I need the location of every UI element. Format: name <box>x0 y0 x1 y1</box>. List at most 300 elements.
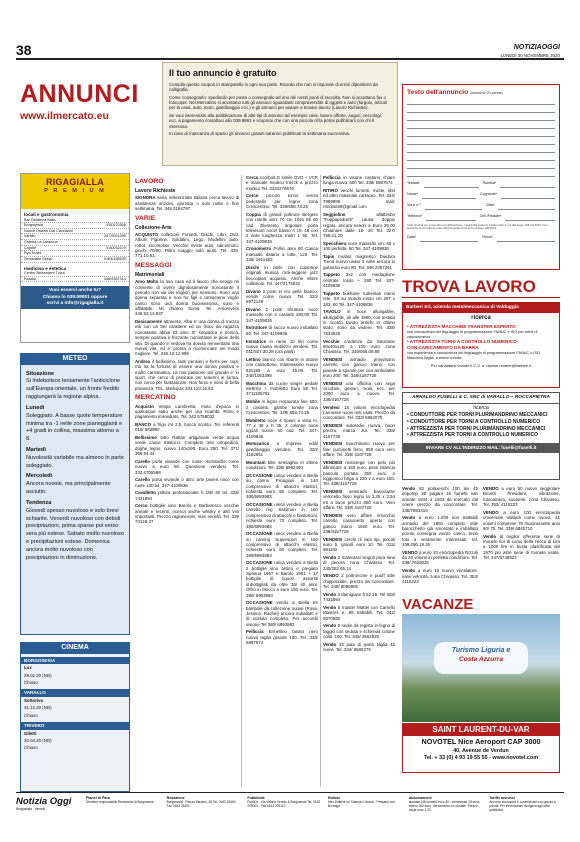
field-label: Via e n°* <box>407 203 421 208</box>
classified-ad-text: allattimbo "Foppapedretti" causa doppio regalo, ancora vendo a Euro 35,00 Chiamare dalle 18- 20 Tel. 327/ 768.21.20 <box>323 211 395 239</box>
cell-field[interactable] <box>505 214 555 221</box>
classified-ad <box>135 459 239 475</box>
rigagialla-footer-line: scrivi a info@rigagialla.it <box>46 300 104 306</box>
classified-ad-lead: Mobile <box>246 399 260 405</box>
classified-ad-lead: Amo Molto <box>135 279 159 285</box>
classified-ad <box>323 460 395 487</box>
classified-ad-lead: Vecchie <box>323 338 340 344</box>
classifieds-column-3 <box>323 175 395 655</box>
classified-ad-text: a euro 10 nuovo ventilatore, varie velocità, zona Chivasso. Tel. 353/ 4115223 <box>402 568 478 584</box>
classified-ad-lead: Mobiletto <box>246 417 266 423</box>
coupon-text-line[interactable] <box>407 169 555 177</box>
classified-ad <box>246 399 318 415</box>
colophon-heading: Redazione <box>166 796 185 800</box>
listing-row <box>21 277 129 283</box>
classified-ad-text: 2 posti sfruttura noce massello con 2 cassetti 180,00 Tel. 347-4109836 <box>246 307 318 323</box>
meteo-text: Si indebolisce lentamente l'anticiclone sull'Europa orientale, un fronte freddo raggiungerà la regione alpina. <box>26 378 121 401</box>
colophon-text: annuale (48 numeri) euro 30 - semestrale 19 euro; estero 160 euro. Versamento c/c postale. Prezzo copia euro 1.20. <box>408 800 480 813</box>
classified-ad-text: Vespa Lambretta, moto d'epoca in qualunque stato anche per uso ricambi. Ritiro e pagamento immediato. Tel. 342 5758032 <box>135 403 239 420</box>
classified-ad-text: bianco con sbarre in ottone con cassettone, materassino nuovo 82x155 a euro 45.00. Tel. 340/1053399 <box>246 356 318 379</box>
classified-ad <box>135 490 239 501</box>
classified-ad-text: a imprese edili/ giardinaggio vendesi. Tel. 320/ 4182951 <box>246 441 318 458</box>
classified-ad <box>246 531 318 558</box>
listing-phone: 0163/458535 <box>103 256 126 261</box>
classified-ad-text: a euro 10 enciclopedia Rizzoli da 20 volumi in perfetta condizioni. Tel. 338/ 7633026 <box>402 549 478 566</box>
classified-ad <box>402 568 478 584</box>
coupon-title <box>407 89 555 97</box>
classified-ad-text: noce massello cm. 60 x 100 perfetta. 50 Tel. 347-4109836 <box>323 241 395 252</box>
classified-ad-text: a euro 50 nuovo seggiolare Brondi President, vibrazione, fotocamera, suonerie, zona Chivasso. Tel. 353/ 4115223 <box>483 486 560 508</box>
listing-name: Varallo <box>24 234 36 239</box>
classified-ad-lead: VENDESI <box>323 422 343 428</box>
cinema-town: TRIVERO <box>21 722 129 730</box>
classified-ad-text: piccolo torcio senza pedestallo per legno zona Crescentino. Tel. 339/658.73.26 <box>246 193 318 210</box>
colophon-column <box>247 796 322 812</box>
classified-ad <box>323 441 395 457</box>
classified-ad-text: autoradio nuova, buon prezzo, marca JuI. Tel. 338/ 4167728 <box>323 422 395 439</box>
classified-ad-text: di grandi poltrone Bergere con rotelle anni 70 cm 102x 85 60 cad. Elemento angolare porta televisore noce/ basso h cm 48 con 2 ante lunghezza metri 1 60. Tel. 347-4109836 <box>246 211 318 244</box>
classified-ad-lead: VENDESI <box>323 536 343 542</box>
classified-ad-lead: Vendo <box>323 623 337 629</box>
listing-name: Rosaio <box>24 276 36 281</box>
masthead <box>500 44 560 58</box>
novotel-address: 40, Avenue de Verdun <box>453 747 509 754</box>
classified-ad <box>323 555 395 571</box>
classified-ad-lead: VENDO <box>323 573 339 579</box>
classified-ad <box>323 241 395 252</box>
annunci-url[interactable]: www.ilmercato.eu <box>20 110 109 122</box>
classified-ad-text: Pollici anni 80 Carica manuale datario a lotte, 120. Tel. 328/ 1611483 <box>246 246 318 263</box>
classified-ad <box>323 489 395 511</box>
classified-ad-text: 2 poltroncine e pouff stile chippendale, prezzo da concordare. Tel. 340/ 8086905 <box>323 573 395 590</box>
classified-ad-text: semirado bascularite verricello fisso legno la 3,35 x 2,54 mt a buon prezzo 650 euro. Vero affare. Tel. 338/ 4167728 <box>323 488 395 511</box>
classified-ad <box>135 279 239 317</box>
classified-ad-lead: Motocarico <box>246 441 270 447</box>
colophon-text: Direttore responsabile Redazione di Borgosesia <box>86 800 154 805</box>
colophon-heading: Planet di Para <box>86 796 110 800</box>
notice-paragraph: In caso di mancanza di spazio gli annunci gratuiti saranno pubblicati la settimana successiva. <box>169 130 351 136</box>
classified-ad <box>323 592 395 603</box>
meteo-day: Martedì <box>26 446 46 453</box>
meteo-day: Situazione <box>26 370 54 377</box>
colophon-column <box>86 796 161 812</box>
field-label: Firma* <box>482 234 493 239</box>
classified-ad <box>135 422 239 433</box>
colophon-heading: Tariffe annunci <box>489 796 515 800</box>
barberi-job-ad <box>402 302 560 388</box>
classified-ad-lead: Seggiolino <box>323 211 346 217</box>
classified-ad-text: macchinario nuovo per fare cuscinetti ferro, 850 euro vero affare. Tel. 338/ 4167728 <box>323 441 395 458</box>
rigagialla-footer-line: Vuoi essercì anche tu? <box>48 288 102 294</box>
classifieds-column-2 <box>246 175 318 648</box>
section-heading: VARIE <box>135 214 156 222</box>
novotel-ad <box>402 723 560 773</box>
classified-ad-lead: Dischi <box>246 264 260 270</box>
classified-ad-lead: OCCASIONE <box>246 600 273 606</box>
colophon-column <box>328 796 403 812</box>
classified-ad-lead: Tappeto <box>323 290 340 296</box>
classified-ad <box>246 418 318 440</box>
classified-ad <box>483 486 560 508</box>
classified-ad <box>323 381 395 403</box>
field-label: Cognome* <box>480 192 497 197</box>
cinema-entry: Chiuso <box>24 745 38 751</box>
coupon-title-text: Testo dell'annuncio <box>407 89 469 96</box>
barberi-contact[interactable]: Per candidarsi inviare il C.V. a: risorse.umane@barberi.it <box>430 362 532 368</box>
classified-ad <box>323 623 395 639</box>
classifieds-column-5 <box>483 486 560 563</box>
classified-ad-text: 15 paia di jeans taglia 42 nuovi. Tel. 334/ 8588279 <box>323 641 395 653</box>
vacanze-title: VACANZE <box>402 596 474 613</box>
classified-ad <box>246 339 318 355</box>
colophon-text: Annunci economici e commerciali con prezzo a parola. Per informazioni rivolgersi agli uffici pubblicità. <box>489 800 556 813</box>
novotel-name: NOVOTEL Nice Aeroport CAP 3000 <box>421 736 541 746</box>
colophon-heading: Abbonamenti <box>408 796 432 800</box>
rigagialla-ad[interactable] <box>20 173 130 343</box>
fuselli-head: ARNALDO FUSELLI & C. SNC di VARALLO – ROCCAPIETRA <box>403 393 559 404</box>
classified-ad <box>246 381 318 397</box>
classified-ad-text: letto Rattan artigianale verde acqua verde cause traslocci. Completo rete ortopedica, doghe legno, nuovo 140x190. Euro 250. Tel. 371/ 368.94.44 <box>135 434 239 457</box>
classified-ad-lead: ACQUISTO <box>135 231 159 237</box>
rigagialla-footer <box>21 286 129 309</box>
classified-ad-text: unica vendesi a Biella su carino Pisiogiovi in 140 comprensivo di attacchi elastici, richiesta euro 80 completo. Tel. 380/6993983 <box>246 472 318 500</box>
classified-ad <box>246 441 318 457</box>
classified-ad-text: pittura professionale h 190 40 tel. 328/ 7431894 <box>135 490 239 501</box>
listing-name: Serravalle Sesia <box>24 256 52 261</box>
classified-ad-lead: Pelliccia <box>246 629 264 635</box>
cognome-field[interactable] <box>501 192 555 199</box>
via-field[interactable] <box>425 203 482 210</box>
classified-ad <box>402 550 478 566</box>
rigagialla-listings <box>21 212 129 282</box>
classified-ad-text: al miglior offerente serie di monete fior di conio della zecca di Lira a 1000 lire in busta plastificata del 1970 più altre serie di monete usate. Tel. 347/5748822 <box>483 533 560 561</box>
classified-ad <box>246 502 318 529</box>
classified-ad <box>246 265 318 287</box>
classified-ad <box>323 291 395 307</box>
telefono-field[interactable] <box>426 214 476 221</box>
classified-ad <box>246 246 318 262</box>
barberi-line: • ATTREZZISTA MACCHINE TRANSFER ESPERTO <box>407 324 516 330</box>
classified-ad-text: bukhara- turkestan mersi rele. XX su stondo rosso cm 257 x 183. 60 Tel. 347-4109836 <box>323 290 395 307</box>
turismo-badge <box>434 642 528 674</box>
listing-row <box>21 257 129 263</box>
classified-ad <box>323 212 395 239</box>
classified-ad-lead: Decisamente <box>135 319 163 325</box>
classified-ad <box>135 232 239 259</box>
classified-ad-lead: OCCASIONE <box>246 560 273 566</box>
classified-ad-lead: Estruttore <box>246 325 267 331</box>
classified-ad-text: combo/LG simile DVD + VCR e manuale medico merck a prezzo modico Tel. 3334276676 <box>246 175 318 191</box>
classified-ad <box>135 477 239 488</box>
field-label: Testata* <box>407 181 420 186</box>
classified-ad-text: 2 posti in ero pelle bianco, vende come nuovo. Tel. 320/ 6972129 <box>246 288 318 305</box>
listing-phone: 0163/52379 <box>105 245 126 250</box>
fuselli-line: • ATTREZZISTA PER TORNI PLURIMANDRINO MECCANICI <box>407 425 546 432</box>
masthead-name: NOTIZIAOGGI <box>513 44 560 51</box>
classified-ad-text: vecchi fumetti, riviste, libri ed altro materiale cartaceo. Tel. 334/ 7989898 mail: ritirolari59@gmail.com <box>323 188 395 210</box>
turismo-photo <box>402 614 560 722</box>
classified-ad-text: vero affare rimorchio carrello cassonetto aperto con gancio traino 1500 euro. Tel. 338/4167728 <box>323 512 395 534</box>
listing-phone: 346/9387314 <box>103 276 126 281</box>
classified-ad-text: a euro 1.200 non trattabili armadio del 1800 completo stile barocchetto già smontato e imballato pronto consegna vostro carico. Invio foto a veramente interessati. tel. 338.296.18.26 <box>402 515 478 548</box>
coupon-text-line[interactable] <box>407 129 555 137</box>
classified-ad-text: vendo a Biella tre bambole da collezione nuove (Rosa, Jessica, Rachel) ancora imballate e di scatola completa. Per accordi/ visione Tel 380/ 6993983 <box>246 600 318 627</box>
classified-ad-lead: Vendo <box>323 554 337 560</box>
classified-ad-text: 5 master Mattel con Carrello Masters e. 85 trattabili. Tel. 342/ 0570590 <box>323 604 395 621</box>
colophon-heading: Pubblicità <box>247 796 265 800</box>
coupon-text-line[interactable] <box>407 137 555 145</box>
classified-ad-lead: Mountain <box>246 459 266 465</box>
classified-ad <box>323 272 395 288</box>
classified-ad-text: 82 polaxeschi 100 lex 45 dopomp 30 pagani 15 fumetti vari annate 1934 a 1933 da mercato dal oriere prezzo da concordare. Tel. 338/7893419 <box>402 486 478 513</box>
meteo-day: Mercoledì <box>26 473 53 480</box>
classified-ad-text: seria referenziata italiana cerca lavoro di assistenza anziani, giornata o solo notte e fine settimana. Tel. 345.0184797 <box>135 195 239 212</box>
rigagialla-premium: P R E M I U M <box>44 187 106 194</box>
classified-ad <box>323 513 395 535</box>
classified-ad-lead: Vendo <box>402 515 416 521</box>
vacanze-header <box>402 597 560 615</box>
classified-ad-text: da cucire singer pedale elettrico + mobiletto Euro 50 Tel. 3711195761 <box>246 380 318 397</box>
colophon-text: PubliOr - Via Vittorio Veneto 6 Borgosesia Tel. 0163 209000 - Fax 0163 209110 <box>247 800 321 809</box>
cinema-listings <box>21 657 129 752</box>
field-label: Nome* <box>407 192 418 197</box>
classified-ad <box>323 405 395 421</box>
classified-ad-lead: Vendo <box>483 533 497 539</box>
classified-ad-lead: Vendo <box>323 591 337 597</box>
classified-ad <box>246 560 318 598</box>
citta-field[interactable] <box>498 203 555 210</box>
meteo-day: Lunedì <box>26 404 45 411</box>
colophon-heading: Editore <box>328 796 341 800</box>
coupon-text-line[interactable] <box>407 161 555 169</box>
subsection-heading: Matrimoniali <box>135 272 165 279</box>
classified-ad-lead: BANCO <box>135 421 152 427</box>
listing-name: Centro Benessere Tulca <box>24 271 65 276</box>
classified-ad-text: unica vendesi a Biella su carving Supersport in 160 comprensivo di attacchi elastici, richiesta euro 60 completo. Tel. 380/6993983 <box>246 531 318 558</box>
privacy-note: I dati riportati per consentire la pubblicazione. I dati 1000 saranno trattati ai fini di cui alla legge 196 del 2003. Non autorizzo la raccolta dei miei dati personali ai fini di cui al Dlgs 196/2003. <box>407 223 548 231</box>
field-label: Data* <box>407 234 416 239</box>
classified-ad-lead: Pelliccia <box>323 175 341 180</box>
classified-ad <box>246 325 318 336</box>
classified-ad <box>135 503 239 525</box>
classified-ad-text: 3 damigiane lt 52 15. Tel 328/ 7431894 <box>323 591 395 603</box>
rubrica-field[interactable] <box>500 181 555 188</box>
classified-ad-lead: Bellissimo <box>135 434 157 440</box>
classified-ad <box>402 486 478 513</box>
classified-ad <box>323 188 395 210</box>
coupon-text-line[interactable] <box>407 121 555 129</box>
classified-ad-text: bottiglie vino Barolo e Barbaresco vecchie annate e recenti, ricerca anche whisky e altri vini importanti. Prezzo ragionevole, max serietà. Tel. 339 7311B.27 <box>135 503 239 525</box>
classified-ad-lead: Cronometro <box>246 246 272 252</box>
listing-phone: 347/9011395 <box>104 234 126 239</box>
classified-ad-lead: Vendesi <box>323 404 340 410</box>
classified-ad-text: in noce allungabile, allungabile, ali alle 1960, con testata in ricordo tavolo antichi in ottimo stato, sono da vedere. Tel. 338/ 7633026 <box>323 309 395 336</box>
classified-ad-lead: Vendo <box>323 641 337 647</box>
classified-ad-text: noce 4 ripiani a vista m. 77 x 48 x h 35. 2 colonne noce uguali nuove 60 cad. Tel. 347-4109836 <box>246 417 318 439</box>
classified-ad-lead: Vendo <box>323 604 337 610</box>
fuselli-contact[interactable]: INVIARE CV ALL'INDIRIZZO MAIL: fuselli@fuselli.it <box>403 443 559 453</box>
classified-ad-text: a euro 100 enciclopedia universale Vallardi come nuova, 21 volumi comprese 70 musicassette anni 60/ 70. Tel. 339/ 6845710 <box>483 509 560 531</box>
colophon <box>16 796 564 812</box>
colophon-column <box>489 796 564 812</box>
classified-ad <box>323 423 395 439</box>
classified-ad-text: 15 volumi enciclopedia Larousse nuovi mai usati. Prezzo da concordare. Tel. 333/ 6962070 <box>323 404 395 421</box>
classifieds-column-4 <box>402 486 478 587</box>
classifieds-column-1 <box>135 175 239 527</box>
classified-ad-lead: RITIRO <box>323 188 338 194</box>
classified-ad-lead: Acquisto <box>135 403 154 409</box>
listing-phone: 0163/22558 <box>105 223 126 228</box>
barberi-line: con esperienza e conoscenza del linguaggio di programmazione FANUC o ISO. Macchine Biglia, a torline mobile <box>407 351 542 360</box>
issue-date: LUNEDÌ 30 NOVEMBRE 2020 <box>500 52 560 58</box>
cinema-entry: Chiuso <box>24 679 38 685</box>
free-ad-notice <box>162 62 398 166</box>
classified-ad-text: porta vivande con ruote otomatiche come nuovo a euro 50. Questione vendesi. Tel. 333.6705598 <box>135 458 239 475</box>
classified-ad-text: unica vendesi a Biella carrello reg Salomon in 160 comprensivo di attacchi e bastoncini, richiesta euro 70 completo. Tel. 380/6993983 <box>246 502 318 529</box>
cinema-title: CINEMA <box>21 643 129 654</box>
classified-ad-text: armadio provvisorio carrello con gancio traino, con pianale a sponde per uso ambulante euro 200. Tel. 338/4167728 <box>323 356 395 379</box>
classified-ad-text: cerchi di varii tipi, piccoli euro 5, grandi euro 10. Tel. 015/ 881182 <box>323 536 395 553</box>
listing-category: medicina e estetica <box>24 265 67 271</box>
classified-ad-text: credenza da ristorante 80x40x120 a 100 euro zona Chivasso. Tel. 349/068.09.68 <box>323 338 395 355</box>
classified-ad-text: porta vivande o altro arte poveri noce con ruote 130 tel. 347-4109836 <box>135 477 239 488</box>
classified-ad <box>323 339 395 355</box>
firma-field[interactable] <box>497 235 555 242</box>
meteo-text: Ancora nuvole, ma principalmente asciutto. <box>26 481 111 496</box>
classified-ad-text: in visone castano chiaro lunga nuova. 600 Tel. 338/ 5887574 <box>323 175 395 186</box>
classified-ad <box>323 254 395 270</box>
classified-ad-lead: VENDESI <box>323 380 343 386</box>
nome-field[interactable] <box>422 192 476 199</box>
section-heading: LAVORO <box>135 178 164 185</box>
listing-name: Bar Gelateria Italia <box>24 217 56 222</box>
cinema-box <box>20 642 130 792</box>
classified-ad-lead: Cerco <box>246 175 259 180</box>
listing-name: Coprile <box>24 245 37 250</box>
testata-field[interactable] <box>424 181 479 188</box>
classified-ad-lead: Divano <box>246 288 261 294</box>
cinema-entry: 31.12.20 (ND) <box>24 705 52 711</box>
ad-coupon-form <box>402 84 560 270</box>
cinema-entry: 29.02.20 (ND) <box>24 672 52 678</box>
coupon-text-line[interactable] <box>407 97 555 105</box>
classified-ad <box>483 510 560 532</box>
section-rule <box>402 297 560 298</box>
classified-ad-text: in legno restaurata fine 600, 2 cassetti, gambe tornite zona Crescentino. Tel. 339/ 658.73.26 <box>246 399 318 415</box>
classified-ad-lead: VENDESI <box>323 441 343 447</box>
classified-ad-lead: Coppia <box>246 211 261 217</box>
classified-ad-lead: VENDO <box>483 509 499 515</box>
coupon-text-line[interactable] <box>407 113 555 121</box>
data-field[interactable] <box>420 235 478 242</box>
classified-ad <box>246 357 318 379</box>
classified-ad-lead: Cerco <box>246 193 259 199</box>
classified-ad-lead: Cerco <box>135 503 148 509</box>
meteo-title: METEO <box>21 354 129 365</box>
classified-ad-text: motosega con pelo più allinimare a 150 euro, pese bilancia bascula portata 350 euro o loggionico briga a 220 v a euro 150. Tel. 338/4167728 <box>323 459 395 487</box>
fuselli-ricerca: ricerca <box>473 404 489 411</box>
classified-ad-text: attraente, Alba e' una donna di mezza età con un bel carattere ed un fisico da ragazza nonostante abbia 53 anni. E' simpatica e ironica, sempre positiva e frizzante nonostante le gioie della vita. Di quando e' vedova ha dovuto reinventarsi una nuova vita, ed e' pronta a ricominciare nel modo migliore. Tel. 346.13.12.999 <box>135 319 239 357</box>
colophon-column <box>167 796 242 812</box>
classified-ad-text: una officina con sega circolare, gestori, mola, ecc. per 2000 euro a nuovo. Tel. 338/4167728 <box>323 380 395 402</box>
classified-ad <box>246 289 318 305</box>
notice-title: Il tuo annuncio è gratuito <box>169 68 277 78</box>
classified-ad-lead: Inoratrice <box>246 338 267 344</box>
coupon-text-line[interactable] <box>407 153 555 161</box>
barberi-line: con conoscenza del linguaggio di programmazione FANUC e ISO per robot di carico/scarico <box>407 330 538 339</box>
classified-ad <box>323 642 395 653</box>
classified-ad-text: Ermellino rasato nero nuova taglia grande 100. Tel. 338/ 5887574 <box>246 629 318 646</box>
classified-ad <box>135 319 239 357</box>
bottom-rule <box>16 792 564 793</box>
notice-paragraph: Come consegnarlo: spediscilo per posta o consegnalo ad uno dei nostri punti di raccolta. Non si accettano fax o fotocopie. Nel Mercatino si accettano tutti gli annunci riguardanti compravendite di oggetti e auto (furgoni, articoli per la casa, auto, moto, giardinaggio ecc.) e gli annunci per aiutare a trovare lavoro (Lavoro Richieste). <box>169 94 388 111</box>
cinema-entry: Lux <box>24 665 32 671</box>
section-heading: MESSAGGI <box>135 261 172 269</box>
field-label: Città* <box>485 203 495 208</box>
novotel-place: SAINT LAURENT-DU-VAR <box>403 724 559 736</box>
meteo-forecast <box>21 365 129 566</box>
classified-ad <box>246 307 318 323</box>
rigagialla-header <box>21 174 129 209</box>
classified-ad-lead: Vendo <box>402 486 416 491</box>
classified-ad-lead: Macchina <box>246 380 267 386</box>
classified-ad-lead: Andrea <box>135 358 151 364</box>
colophon-text: Borgosesia - Piazza Mazzini, 35 Tel. 0163 25469 - Fax 0163 25441 <box>166 800 238 809</box>
classified-ad-text: collezioni Fumetti, Dischi, Libri, Dvd, Album Figurine, Soldatini, Lego, Modellini auto, robot, locomotive. Vecchie riviste auto, calciomoto, giochi 70/80. Ritiro maggio solo aiuto. Tel. 329. 771.10.81. <box>135 231 239 259</box>
cinema-entry: Giletti <box>24 730 37 736</box>
classified-ad-lead: VENDESI <box>323 356 343 362</box>
trova-lavoro-header <box>402 278 560 298</box>
notice-paragraph: Compila questo coupon in stampatello in ogni sua parte. Ricorda che non si risponde di errori dipendenti da calligrafia. <box>169 81 378 93</box>
classified-ad <box>246 600 318 627</box>
annunci-title-block <box>20 82 150 123</box>
classified-ad-text: di succo nuovo imballato 80. Tel. 347-4109836 <box>246 325 318 336</box>
listing-name: Borgosesia <box>24 223 43 228</box>
listing-category: locali e gastronomia <box>24 212 69 217</box>
classified-ad-lead: Lettino <box>246 356 261 362</box>
novotel-contact[interactable]: Tel. + 33 (0) 4 93 19 55 55 - www.novotel.com <box>424 755 538 762</box>
classified-ad <box>246 473 318 500</box>
barberi-ricerca: ricerca <box>471 314 491 321</box>
field-label: Telefono* <box>407 214 422 219</box>
classified-ad <box>246 460 318 471</box>
classified-ad <box>323 175 395 186</box>
top-rule <box>16 58 564 60</box>
turismo-badge-line: Costa Azzurra <box>458 655 504 663</box>
classified-ad <box>246 212 318 244</box>
classified-ad <box>135 404 239 420</box>
classified-ad <box>402 515 478 547</box>
subsection-heading: Lavoro Richieste <box>135 188 176 195</box>
coupon-text-line[interactable] <box>407 105 555 113</box>
classified-ad-lead: VENDESI <box>323 512 343 518</box>
footer-logo-name: Notizia Oggi <box>16 796 72 807</box>
classified-ad-text: a frigo mt 2,5, bocca sconto. Tel. referenti 015/ 883990 <box>135 421 239 433</box>
classified-ad <box>323 605 395 621</box>
colophon-columns <box>86 796 564 812</box>
page-number: 38 <box>16 42 32 58</box>
classified-ad <box>135 435 239 457</box>
coupon-text-line[interactable] <box>407 145 555 153</box>
cinema-town: BORGOSESIA <box>21 657 129 665</box>
colophon-text: Mex Editrice srl Stampa: Litosud - Pessano con Bornago <box>328 800 395 809</box>
classified-ad-text: bike semiaghio in ottime condizioni. Tel. 339/ 6982400 <box>246 459 318 471</box>
classified-ad-lead: VENDESI <box>323 488 343 494</box>
classified-ad-text: unica vendesi a Biella 2 bottiglie vino antico e pregiato Spanna 1967 e Barolo 1961 + 17 bottiglie di liquori assortiti imbottigliati da oltre 35/ 40 anni. Offro in blocco a euro 150 euro. Tel. 380/ 6993983 <box>246 560 318 598</box>
classified-ad <box>246 629 318 645</box>
barberi-line: • ATTREZZISTA TORNI A CONTROLLO NUMERICO <box>407 339 517 345</box>
classified-ad-lead: Cavalletto <box>135 490 156 496</box>
